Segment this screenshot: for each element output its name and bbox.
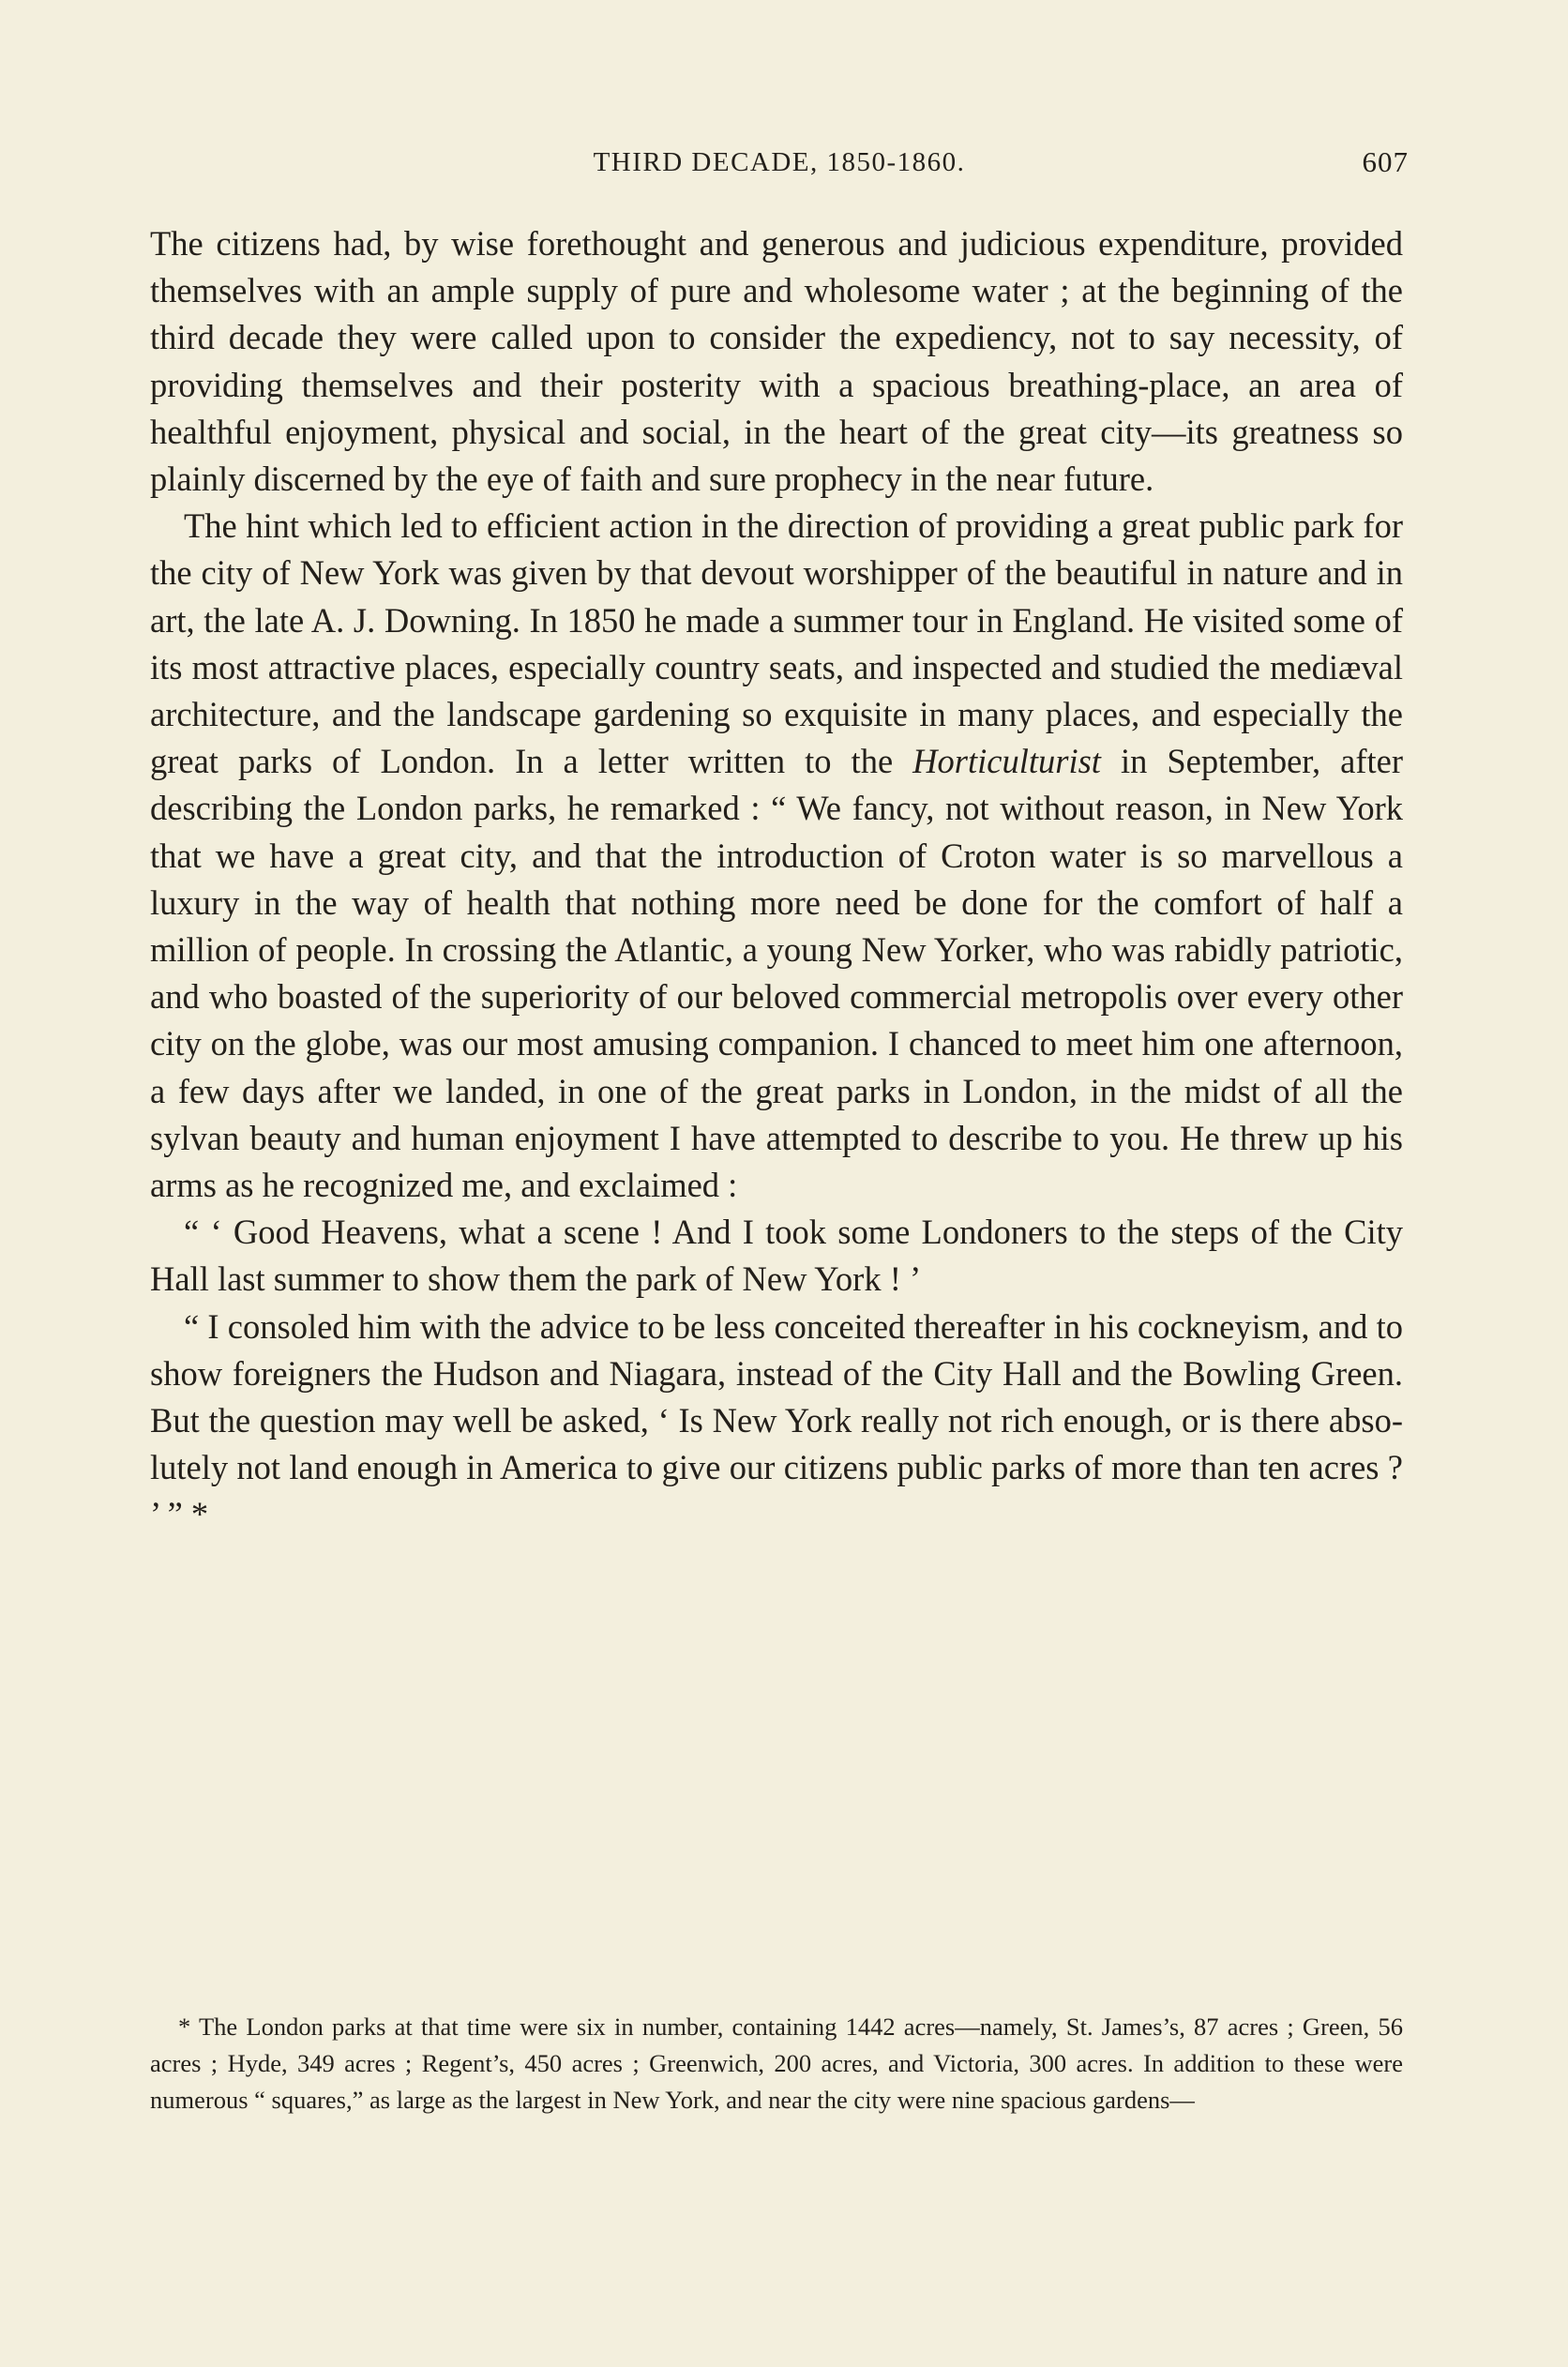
paragraph-1: The citizens had, by wise forethought and generous and judicious expenditure, provided themselves with an ample supply of pure and wholesome water ; at the beginning of the third decade they were called upon to consider the expediency, not to say necessity, of providing themselves and their posterity with a spacious breathing-place, an area of healthful enjoyment, physical and social, in the heart of the great city—its greatness so plainly discerned by the eye of faith and sure prophecy in the near future.: [150, 224, 1403, 499]
paragraph-4: “ I consoled him with the advice to be less conceited thereafter in his cockneyism, and to show foreigners the Hudson and Niagara, instead of the City Hall and the Bowling Green. But the question may well be asked, ‘ Is New York really not rich enough, or is there absolutely not land enough in America to give our citizens public parks of more than ten acres ? ’ ” *: [150, 1306, 1403, 1534]
paragraph-2-text-start: The hint which led to efficient action in the direction of providing a great public park for the city of New York was given by that devout worshipper of the beautiful in nature and in art, the late A. J. Downing. In 1850 he made a summer tour in England. He visited some of its most attractive places, especially country seats, and inspected and studied the mediæval architecture, and the landscape gardening so exquisite in many places, and especially the great parks of London. In a letter written to the: [150, 506, 1403, 781]
paragraph-2: [150, 503, 1403, 1209]
horticulturist-title: Horticulturist: [912, 742, 1101, 781]
running-title: THIRD DECADE, 1850-1860.: [593, 147, 966, 177]
body-text: [150, 220, 1403, 1539]
running-head: [150, 139, 1409, 186]
footnote: * The London parks at that time were six in number, containing 1442 acres—namely, St. James’s, 87 acres ; Green, 56 acres ; Hyde, 349 acres ; Regent’s, 450 acres ; Greenwich, 200 acres, and Victoria, 300 acres. In addition to these were numerous “ squares,” as large as the largest in New York, and near the city were nine spacious gardens—: [150, 2013, 1403, 2114]
paragraph-3: “ ‘ Good Heavens, what a scene ! And I took some Londoners to the steps of the City Hall last summer to show them the park of New York ! ’: [150, 1213, 1403, 1299]
page-number: 607: [1362, 145, 1409, 178]
paragraph-2-text-end: in September, after describing the London parks, he remarked : “ We fancy, not without reason, in New York that we have a great city, and that the introduction of Croton water is so marvellous a luxury in the way of health that nothing more need be done for the comfort of half a million of people. In crossing the Atlantic, a young New Yorker, who was rabidly patriotic, and who boasted of the superiority of our beloved commercial metropolis over every other city on the globe, was our most amusing companion. I chanced to meet him one afternoon, a few days after we landed, in one of the great parks in London, in the midst of all the sylvan beauty and human enjoyment I have attempted to describe to you. He threw up his arms as he recognized me, and exclaimed :: [150, 742, 1403, 1205]
